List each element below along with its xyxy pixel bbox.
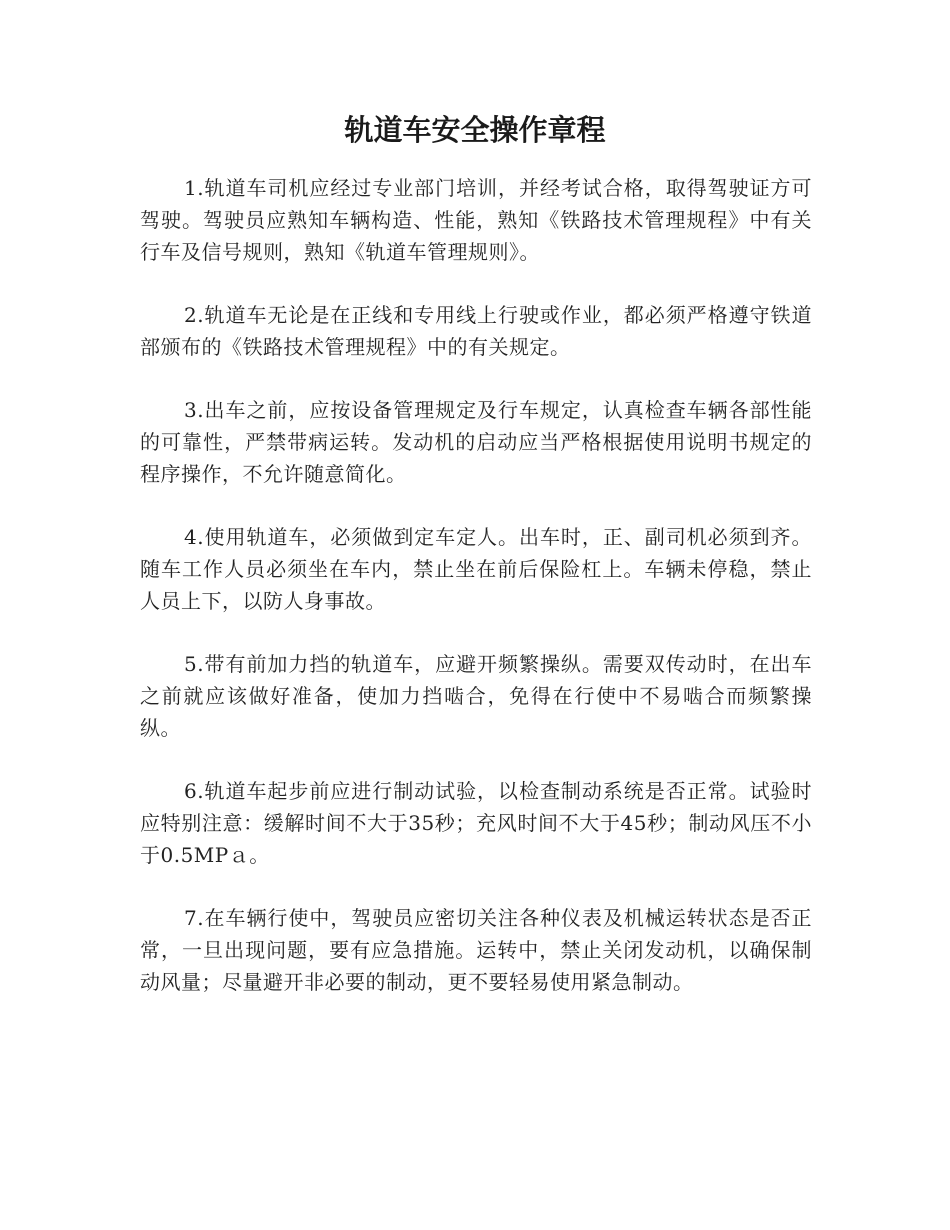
document-body <box>140 172 812 1029</box>
paragraph-3: 3.出车之前，应按设备管理规定及行车规定，认真检查车辆各部性能的可靠性，严禁带病运转。发动机的启动应当严格根据使用说明书规定的程序操作，不允许随意简化。 <box>140 398 812 486</box>
paragraph-4: 4.使用轨道车，必须做到定车定人。出车时，正、副司机必须到齐。随车工作人员必须坐在车内，禁止坐在前后保险杠上。车辆未停稳，禁止人员上下，以防人身事故。 <box>140 525 812 613</box>
paragraph-6: 6.轨道车起步前应进行制动试验，以检查制动系统是否正常。试验时应特别注意：缓解时间不大于35秒；充风时间不大于45秒；制动风压不小于0.5MPａ。 <box>140 779 812 867</box>
paragraph-1: 1.轨道车司机应经过专业部门培训，并经考试合格，取得驾驶证方可驾驶。驾驶员应熟知车辆构造、性能，熟知《铁路技术管理规程》中有关行车及信号规则，熟知《轨道车管理规则》。 <box>140 176 812 264</box>
paragraph-2: 2.轨道车无论是在正线和专用线上行驶或作业，都必须严格遵守铁道部颁布的《铁路技术管理规程》中的有关规定。 <box>140 303 812 359</box>
document-title: 轨道车安全操作章程 <box>344 113 606 147</box>
paragraph-5: 5.带有前加力挡的轨道车，应避开频繁操纵。需要双传动时，在出车之前就应该做好准备，使加力挡啮合，免得在行使中不易啮合而频繁操纵。 <box>140 652 812 740</box>
paragraph-7: 7.在车辆行使中，驾驶员应密切关注各种仪表及机械运转状态是否正常，一旦出现问题，要有应急措施。运转中，禁止关闭发动机，以确保制动风量；尽量避开非必要的制动，更不要轻易使用紧急制动。 <box>140 906 812 994</box>
